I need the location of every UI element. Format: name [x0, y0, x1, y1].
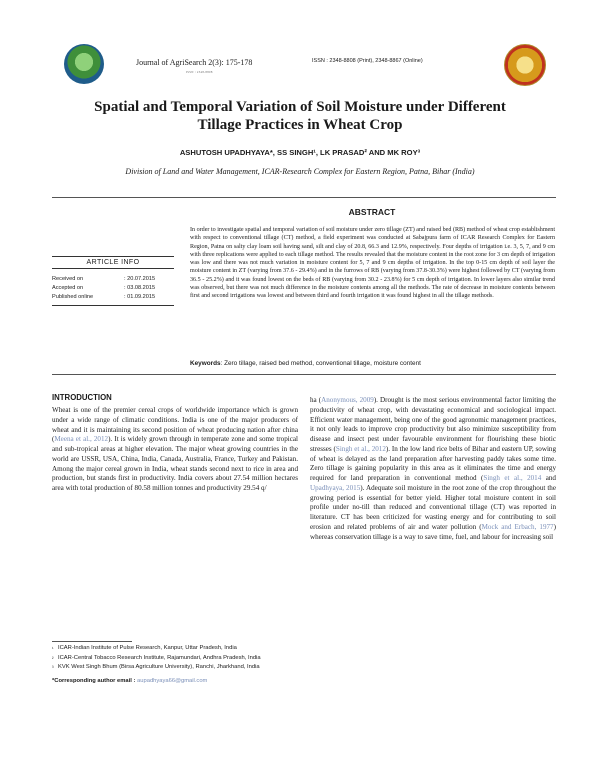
footnote-divider [52, 641, 132, 642]
article-info-heading: ARTICLE INFO [52, 256, 174, 269]
info-label: Published online [52, 294, 94, 300]
footnote-text: KVK West Singh Bhum (Birsa Agriculture University), Ranchi, Jharkhand, India [58, 664, 260, 671]
title-line-2: Tillage Practices in Wheat Crop [197, 117, 403, 133]
info-row-received [52, 275, 174, 284]
info-row-published [52, 293, 174, 302]
citation-link[interactable]: Meena et al., 2012 [54, 435, 109, 444]
footnotes [52, 645, 298, 685]
footnote-text: ICAR-Indian Institute of Pulse Research, Kanpur, Uttar Pradesh, India [58, 645, 237, 651]
citation-link[interactable]: Upadhyaya, 2015 [310, 483, 361, 492]
keywords-label: Keywords [190, 360, 221, 367]
info-row-accepted [52, 284, 174, 293]
info-value: : 03.08.2015 [124, 285, 156, 291]
title-line-1: Spatial and Temporal Variation of Soil Moisture under Different [94, 99, 506, 115]
footnote [52, 655, 298, 663]
intro-paragraph: Wheat is one of the premier cereal crops of worldwide importance which is grown under a wide range of climatic conditions. India is one of the major producers of wheat and it is maintaining its second position of wheat producing nation after china ( [52, 406, 298, 444]
corresponding-label: *Corresponding author email : [52, 677, 136, 684]
info-label: Received on [52, 276, 84, 282]
header-divider [52, 197, 556, 198]
citation-link[interactable]: Singh et al., 2012 [335, 444, 386, 453]
issn-line: ISSN : 2348-8808 (Print), 2348-8867 (Online) [312, 58, 423, 64]
body-text: ). Adequate soil moisture in the root zone of the crop throughout the growing period is essential for better yield. Higher total moisture content in soil profile under no-till than reduced and conventional tillage (CT) was reported in literature. CT has been criticized for wasting energy and for contributing to soil erosion and related problems of air and water pollution ( [310, 483, 556, 531]
keywords [190, 360, 555, 367]
paper-title [40, 98, 560, 134]
body-text: and [541, 474, 556, 482]
keywords-text: : Zero tillage, raised bed method, conventional tillage, moisture content [220, 360, 421, 367]
body-text: ). In the low land rice belts of Bihar and eastern UP, sowing of wheat is delayed as the land preparation after harvesting paddy takes some time. Zero tillage is gaining popularity in this area as it eliminates the time and energy required for land preparation in conventional method ( [310, 444, 556, 482]
footnote-text: ICAR-Central Tobacco Research Institute, Rajamundari, Andhra Pradesh, India [58, 654, 261, 661]
body-column-left [52, 406, 298, 624]
journal-subline: ISSN : 2348-8808 [186, 70, 213, 74]
intro-paragraph-cont: ). It is widely grown through in temperate zone and some tropical and sub-tropical areas at higher elevation. The major wheat growing countries in the world are USSR, USA, China, India, Canada, Australia, France, Turkey and Pakistan. Among the major cereal grown in India, wheat stands second next to rice in area and production, but stands first in productivity. India covers about 27.54 million hectares area with total production of 80.58 million tonnes and productivity 29.54 q/ [52, 435, 298, 492]
affiliation: Division of Land and Water Management, ICAR-Research Complex for Eastern Region, Patna, Bihar (India) [125, 167, 475, 176]
abstract-heading: ABSTRACT [348, 207, 396, 217]
body-text: ha ( [310, 396, 322, 404]
footnote-marker: ³ [52, 665, 54, 671]
footnote-marker: ² [52, 655, 54, 661]
author-email-link[interactable]: aupadhyaya66@gmail.com [137, 677, 208, 684]
body-text: ). Drought is the most serious environmental factor limiting the productivity of wheat crop, with devastating economical and sociological impact. Efficient water management, being one of the good agronomic management practices, it not only leads to improve crop productivity but also minimize susceptibility from disease and insect pest under favourable environment for flourishing these biotic stresses ( [310, 396, 556, 453]
introduction-heading: INTRODUCTION [52, 393, 112, 402]
info-value: : 01.09.2015 [124, 294, 156, 300]
abstract-divider [52, 374, 556, 375]
citation-link[interactable]: Singh et al., 2014 [483, 474, 542, 482]
info-value: : 20.07.2015 [124, 276, 156, 282]
body-column-right [310, 396, 556, 772]
info-label: Accepted on [52, 285, 84, 291]
footnote [52, 664, 298, 672]
journal-logo [64, 44, 104, 84]
footnote-marker: ¹ [52, 646, 54, 651]
corresponding-author [52, 678, 298, 686]
citation-link[interactable]: Mock and Erbach, 1977 [481, 522, 554, 531]
author-list: ASHUTOSH UPADHYAYA*, SS SINGH¹, LK PRASAD² AND MK ROY³ [179, 148, 421, 157]
footnote [52, 645, 298, 653]
article-info-box [52, 256, 174, 306]
society-seal [504, 44, 546, 86]
abstract-text: In order to investigate spatial and temporal variation of soil moisture under zero tillage (ZT) and raised bed (RB) method of wheat crop establishment with respect to conventional tillage (CT) method, a field experiment was conducted at Sabajpura farm of ICAR Research Complex for Eastern Region, Patna on salty clay loam soil having sand, silt and clay of 20.8, 66.3 and 12.9%, respectively. Four depths of irrigation i.e. 3, 5, 7, and 9 cm with three replications were applied to each tillage method. The results revealed that the moisture content in the root zone for 3 cm depth of irrigation was low and there was not much variation in moisture content for 5, 7 and 9 cm depths of irrigation. In the top 0-15 cm depth of soil layer the moisture content in ZT (varying from 37.6 - 29.4%) and in the furrows of RB (varying from 37.8-30.3%) were highest followed by CT (varying from 36.5 - 25.2%) and it was found lowest on the beds of RB (varying from 30.2 - 23.8%) for 5 cm depth of irrigation. In lower layers also similar trend was observed, but there was not much difference in the moisture contents among all the methods. The rate of decrease in moisture contents between first and second irrigations was lowest and between third and fourth irrigation it was found highest in all the tillage methods. [190, 227, 556, 300]
article-info-rows [52, 269, 174, 306]
journal-reference: Journal of AgriSearch 2(3): 175-178 [136, 58, 253, 67]
citation-link[interactable]: Anonymous, 2009 [321, 396, 374, 404]
body-text: ) whereas conservation tillage is a way to save time, fuel, and labour for increasing soil [310, 522, 556, 541]
